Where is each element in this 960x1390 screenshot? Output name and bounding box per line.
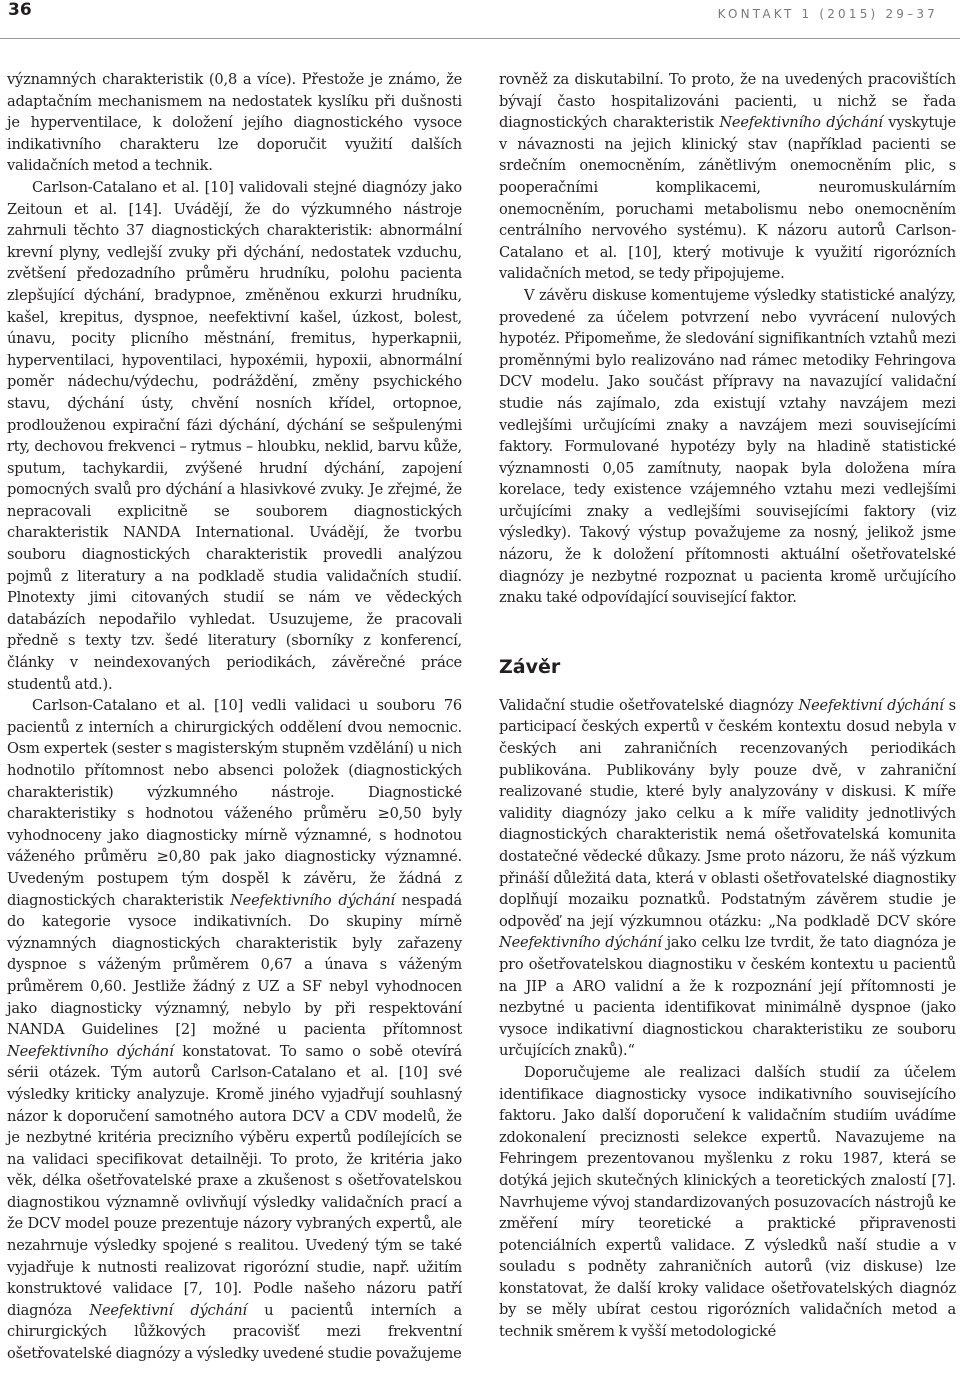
paragraph: významných charakteristik (0,8 a více). Přestože je známo, že adaptačním mechanismem na nedostatek kyslíku při dušnosti je hyperventilace, k doložení jejího diagnostického vysoce indikativního charakteru lze doporučit využití dalších validačních metod a technik. — [7, 71, 462, 175]
right-column — [499, 69, 956, 1343]
text-run: jako celku lze tvrdit, že tato diagnóza je pro ošetřovatelskou diagnostiku v českém kontextu u pacientů na JIP a ARO validní a že k rozpoznání její přítomnosti je nezbytné u pacienta identifikovat minimálně dyspnoe (jako vysoce indikativní diagnostickou charakteristiku ze souboru určujících znaků).“ — [499, 934, 956, 1060]
italic-term: Neefektivního dýchání — [230, 891, 395, 909]
text-run: Carlson-Catalano et al. [10] vedli validaci u souboru 76 pacientů z interních a chirurgických oddělení dvou nemocnic. Osm expertek (sester s magisterským stupněm vzdělání) u nich hodnotilo přítomnost nebo absenci položek (diagnostických charakteristik) výzkumného nástroje. Diagnostické charakteristiky s hodnotou váženého průměru ≥0,50 byly vyhodnoceny jako diagnosticky mírně významné, s hodnotou váženého průměru ≥0,80 pak jako diagnosticky významné. Uvedeným postupem tým dospěl k závěru, že žádná z diagnostických charakteristik — [7, 697, 462, 909]
header-divider — [0, 38, 960, 39]
paragraph — [499, 695, 956, 1062]
text-run: Validační studie ošetřovatelské diagnózy — [499, 696, 799, 714]
text-run: rovněž za diskutabilní. To proto, že na uvedených pracovištích bývají často hospitalizováni pacienti, u nichž se řada diagnostických charakteristik — [499, 71, 956, 132]
italic-term: Neefektivního dýchání — [7, 1042, 174, 1060]
paragraph: V závěru diskuse komentujeme výsledky statistické analýzy, provedené za účelem potvrzení nebo vyvrácení nulových hypotéz. Připomeňme, že sledování signifikantních vztahů mezi proměnnými bylo realizováno nad rámec metodiky Fehringova DCV modelu. Jako součást přípravy na navazující validační studie nás zajímalo, zda existují vztahy navzájem mezi vedlejšími určujícími znaky a navzájem mezi souvisejícími faktory. Formulované hypotézy byly na hladině statistické významnosti 0,05 zamítnuty, naopak byla doložena míra korelace, tedy existence vzájemného vztahu mezi vedlejšími určujícími znaky a vedlejšími souvisejícími faktory (viz výsledky). Takový výstup považujeme za nosný, jelikož jsme názoru, že k doložení přítomnosti aktuální ošetřovatelské diagnózy je nezbytné rozpoznat u pacienta kromě určujícího znaku také odpovídající související faktor. — [499, 286, 956, 607]
paragraph — [499, 69, 956, 285]
journal-running-title: KONTAKT 1 (2015) 29–37 — [717, 7, 938, 21]
text-run: nespadá do kategorie vysoce indikativních. Do skupiny mírně významných diagnostických charakteristik byly zařazeny dyspnoe s váženým průměrem 0,67 a únava s váženým průměrem 0,60. Jestliže žádný z UZ a SF nebyl vyhodnocen jako diagnosticky významný, nebylo by při respektování NANDA Guidelines [2] možné u pacienta přítomnost — [7, 891, 462, 1039]
italic-term: Neefektivní dýchání — [89, 1301, 247, 1319]
section-heading-conclusion: Závěr — [499, 655, 561, 678]
paragraph: Doporučujeme ale realizaci dalších studií za účelem identifikace diagnosticky vysoce indikativního souvisejícího faktoru. Jako další doporučení k validačním studiím uvádíme zdokonalení preciznosti selekce expertů. Navazujeme na Fehringem prezentovanou myšlenku z roku 1987, která se dotýká jejich skutečných klinických a teoretických znalostí [7]. Navrhujeme vývoj standardizovaných posuzovacích nástrojů ke změření míry teoretické a praktické připravenosti potenciálních expertů validace. Z výsledků naší studie a v souladu s podněty zahraničních autorů (viz diskuse) lze konstatovat, že další kroky validace ošetřovatelských diagnóz by se měly ubírat cestou rigorózních validačních metod a technik směrem k vyšší metodologické — [499, 1063, 956, 1341]
paragraph — [7, 695, 462, 1364]
text-run: vyskytuje v návaznosti na jejich klinický stav (například pacienti se srdečním onemocněním, zánětlivým onemocněním plic, s pooperačními komplikacemi, neuromuskulárním onemocněním, poruchami metabolismu nebo onemocněním centrálního nervového systému). K názoru autorů Carlson-Catalano et al. [10], který motivuje k využití rigorózních validačních metod, se tedy připojujeme. — [499, 114, 956, 283]
text-run: konstatovat. To samo o sobě otevírá sérii otázek. Tým autorů Carlson-Catalano et al. [10] své výsledky kriticky analyzuje. Kromě jiného vyjadřují souhlasný názor k doporučení samotného autora DCV a CDV modelů, že je nezbytné kritéria precizního výběru expertů podílejících se na validaci specifikovat detailněji. To proto, že kritéria jako věk, délka ošetřovatelské praxe a zkušenost s ošetřovatelskou diagnostikou významně ovlivňují výsledky validačních prací a že DCV model pouze prezentuje názory vybraných expertů, ale nezahrnuje výsledky spojené s realitou. Uvedený tým se také vyjadřuje k nutnosti realizovat rigorózní studie, např. užitím konstruktové validace [7, 10]. Podle našeho názoru patří diagnóza — [7, 1042, 462, 1319]
left-column — [7, 69, 462, 1365]
text-run: s participací českých expertů v českém kontextu dosud nebyla v českých ani zahraničních recenzovaných periodikách publikována. Publikovány byly pouze dvě, v zahraniční realizované studie, které byly analyzovány v diskusi. K míře validity diagnózy jako celku a k míře validity jednotlivých diagnostických charakteristik nemá ošetřovatelská komunita dostatečné vědecké důkazy. Jsme proto názoru, že náš výzkum přináší důležitá data, která v oblasti ošetřovatelské diagnostiky doplňují mozaiku poznatků. Podstatným závěrem studie je odpověď na její výzkumnou otázku: „Na podkladě DCV skóre — [499, 696, 956, 930]
italic-term: Neefektivního dýchání — [719, 114, 883, 132]
italic-term: Neefektivní dýchání — [798, 696, 944, 714]
page-header — [0, 0, 960, 40]
text-run: u pacientů interních a chirurgických lůžkových pracovišť mezi frekventní ošetřovatelské diagnózy a výsledky uvedené studie považujeme — [7, 1301, 463, 1363]
italic-term: Neefektivního dýchání — [499, 934, 662, 952]
paragraph: Carlson-Catalano et al. [10] validovali stejné diagnózy jako Zeitoun et al. [14]. Uvádějí, že do výzkumného nástroje zahrnuli těchto 37 diagnostických charakteristik: abnormální krevní plyny, vedlejší zvuky při dýchání, nedostatek vzduchu, zvětšení předozadního průměru hrudníku, polohu pacienta zlepšující dýchání, bradypnoe, změněnou exkurzi hrudníku, kašel, krepitus, dyspnoe, neefektivní kašel, úzkost, bolest, únavu, pocity plicního městnání, fremitus, hyperkapnii, hyperventilaci, hypoventilaci, hypoxémii, hypoxii, abnormální poměr nádechu/výdechu, podráždění, změny psychického stavu, dýchání ústy, chvění nosních křídel, ortopnoe, prodlouženou expirační fázi dýchání, dýchání se sešpulenými rty, dechovou frekvenci – rytmus – hloubku, neklid, barvu kůže, sputum, tachykardii, zvýšené hrudní dýchání, zapojení pomocných svalů pro dýchání a hlasivkové zvuky. Je zřejmé, že nepracovali explicitně se souborem diagnostických charakteristik NANDA International. Uvádějí, že tvorbu souboru diagnostických charakteristik provedli analýzou pojmů z literatury a na podkladě studia validačních studií. Plnotexty jimi citovaných studií se nám ve vědeckých databázích nepodařilo vyhledat. Usuzujeme, že pracovali předně s texty tzv. šedé literatury (sborníky z konferencí, články v neindexovaných periodikách, závěrečné práce studentů atd.). — [7, 178, 462, 693]
page-number: 36 — [8, 0, 32, 20]
